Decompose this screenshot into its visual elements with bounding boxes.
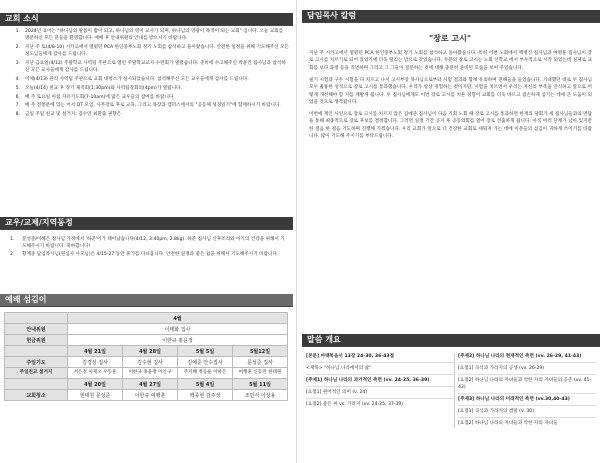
worship-servants-header: 예배 섬김이 <box>0 294 293 307</box>
sermon-outline-section <box>300 334 600 428</box>
outline-line: [주제1] 하나님 나라의 과거적인 측면 (vv. 24-25, 36-39) <box>306 378 430 383</box>
list-item: 2. 황재준 담임목사님(원심사 사모님)은 4/15-27 동안 휴가를 다녀옵니다. 안전한 일정과 좋은 쉼을 위해서 기도해주시기 바랍니다. <box>10 252 279 258</box>
table-row <box>5 324 288 335</box>
offering-value: 이한규 홍윤정 <box>68 335 288 346</box>
table-row <box>5 357 288 368</box>
column-paragraph: 이번에 계인 사연으로 장로 고시를 치르지 않은 김예준 집사님이 다음 기회 노회 때 장로 고시를 통과하면 한재의 당회가 세 집사님들과의 면담을 통해 최종적으로 장로 후보를 결정합니다. 그러면 일정 기간 공지 후 공동의회를 열어 장로 선출하게 됩니다. 아직 여러 단계가 남아 있지만 한 걸음 한 걸음 기도하며 진행해 가겠습니다. 우리 교회가 앞으로 더 건강한 교회로 세워져 가는 데에 이분들의 섬김이 귀하게 쓰이기를 바랍니다. 많이 기도해 주시기를 부탁드립니다. <box>309 112 592 140</box>
outline-line: [요점1] 곡식과 가라지의 결말 (v. 30) <box>458 409 534 414</box>
sermon-outline-left <box>306 353 454 428</box>
date-cell: 5월 5일 <box>178 346 233 357</box>
cleaning-label: 교회청소 <box>5 390 68 401</box>
outline-line: [본문] 마태복음서 13장 24-30, 36-43절 <box>306 354 395 359</box>
list-item: 6. 매 주 토요일 아침 자유기도회(7-10am)에 많은 교우들의 참여를 바랍니다. <box>15 94 175 100</box>
table-cell: 서은정 이제오 우동훈 <box>68 368 123 379</box>
sermon-outline-header: 말씀 개요 <box>302 334 600 347</box>
church-news-section <box>0 13 293 120</box>
list-item: 2. 지난 주 토(4/8-10) 시카고에서 열렸던 PCA 한인중부노회 정기 노회를 참석하고 돌아왔습니다. 안전한 일정을 위해 기도해주신 모든 성도님들에게 감사를 드립니다. <box>15 45 289 58</box>
offering-label: 헌금위원 <box>5 335 68 346</box>
list-item: 1. 문성준/이혜은 집사님 가정에서 '하준'이가 태어났습니다(4/12, 3:40pm, 2.8kg). 하준 집사님 산후조리와 아기의 건강을 위해서 기도해주시기 바랍니다. 축하합니다! <box>10 237 285 250</box>
prayer-label: 주일기도 <box>5 357 68 368</box>
outline-line: [주제2] 하나님 나라의 현재적인 측면 (vv. 26-29, 41-43) <box>458 354 582 359</box>
table-cell: 백종현 김주성 <box>178 390 233 401</box>
list-item: 8. 금일 주일 친교 및 설거지: 김수연 최환출 권향은 <box>15 112 122 118</box>
outline-line: [요점2] 좋은 씨 vs. 가라지 (vv. 24-25, 37-39) <box>306 402 404 407</box>
member-news-section <box>0 217 293 260</box>
usher-label: 안내위원 <box>5 324 68 335</box>
column-divider <box>296 0 297 463</box>
table-cell: 주지혜 정동운 이하은 <box>178 368 233 379</box>
column-title: "장로 고시" <box>428 34 472 43</box>
table-cell: 여행훈 신동민 한태원 <box>233 368 288 379</box>
outline-line: [요점2] 하나님 나라의 자녀들과 악한 자의 자녀들의 공존 (vv. 41-43) <box>458 378 592 390</box>
date-cell: 4월 21일 <box>68 346 123 357</box>
left-column <box>0 0 293 463</box>
table-row <box>5 346 288 357</box>
table-cell: 이한규 여행훈 <box>123 390 178 401</box>
date-cell: 4월 27일 <box>123 379 178 390</box>
list-item: 1. 2024년 표어는 "하나님의 말씀이 밥이 되고, 하나님의 영이 교사가 되며, 하나님의 영광이 목적이 되는 교회" 입니다. 오늘 교회를 방문하신 모든 분들을 환영합니다. 예배 후 안내위원의 안내를 받으시기 바랍니다. <box>15 29 284 42</box>
outline-line: [요점1] 원어적인 의미 (v. 24) <box>306 390 368 395</box>
outline-line: <제목> "하나님 나라에서의 삶" <box>306 366 372 371</box>
list-item: 7. 매 주 전통문에 있는 어서 QT 모임, 사무장로 후로 교육, 그리고 목장과 캠퍼스에서의 "공동체 성경읽기"에 함께하시기 바랍니다. <box>15 103 281 109</box>
sermon-outline-right <box>454 353 596 428</box>
table-row <box>5 335 288 346</box>
list-item: 5. 오늘(4/14) 친교 후 정기 제직회(1:30pm)와 사역팀장회의(4pm)가 열립니다. <box>15 85 182 91</box>
list-item: 4. 어제(4/13) 관리 사역팀 주관으로 교회 대청소가 실시되었습니다. 참석해주신 모든 교우들에게 감사를 드립니다. <box>15 77 249 82</box>
table-cell: 이한규 홍윤정 이안구 <box>123 368 178 379</box>
table-cell: 김예준 안수집사 <box>178 357 233 368</box>
date-cell: 5월 4일 <box>178 379 233 390</box>
servants-table <box>4 312 288 401</box>
sermon-outline-body <box>300 347 600 428</box>
right-column <box>300 0 600 463</box>
outline-line: [요점2] 하나님 나라의 자녀들과 악한 자의 자녀들 <box>458 421 558 426</box>
church-news-list <box>0 28 293 118</box>
church-news-header: 교회 소식 <box>0 13 293 26</box>
date-cell: 5월 11일 <box>233 379 288 390</box>
date-cell: 4월 28일 <box>123 346 178 357</box>
month-cell: 4월 <box>68 313 288 324</box>
table-row <box>5 313 288 324</box>
fellowship-label: 주일친교 설거지 <box>5 368 68 379</box>
usher-value: 이태화 집사 <box>68 324 288 335</box>
pastor-column-section <box>300 10 600 145</box>
column-paragraph: 필기 시험과 구두 시험을 다 치르고 나서 고시부장 목사님으로부터 시험 결과와 함께 유의하며 전해들을 들었습니다. 기대했던 대로 두 집사님 모두 훌륭한 성적으로 장로 고시를 통과했습니다. 우리가 항상 경험하는 것이지만, 시험을 치르면서 우리는 자신의 부족을 인식하고 앞으로 어떻게 개선해야 할 지를 계발게 됩니다. 두 집사님에게도 이번 장로 고시를 치른 경험이 교회를 더욱 바르고 겸손하게 섬기는 데에 큰 도움이 되었을 것으로 생각됩니다. <box>309 77 592 106</box>
table-row <box>5 379 288 390</box>
table-cell: 문성준 집사 <box>233 357 288 368</box>
worship-servants-section <box>0 294 293 401</box>
column-paragraph: 지난 주 시카고에서 열렸던 PCA 한인중부노회 정기 노회를 참석하고 돌아왔습니다. 특히 이번 노회에서 백병진 집사님과 여병훈 집사님이 장로 고시를 치르기로 되어 있었기에 더욱 떨리는 맘으로 갔었습니다. 두분의 장로 고시는 노회 신학교 에서 부두적으로 시작 되었는데 실제로 교회를 보다 과정 등을 직면하며 그리고 그 그들이 질문하는 것에 대해 충분히 준비된 모습을 보여 주었습니다. <box>309 51 592 71</box>
table-row <box>5 390 288 401</box>
table-cell: 현태원 문성준 <box>68 390 123 401</box>
table-cell: 조민식 이상용 <box>233 390 288 401</box>
table-row <box>5 368 288 379</box>
list-item: 3. 지난 금요일(4/12) 주말학교 사역팀 주관으로 열린 주말학교교사 수련회가 열렸습니다. 준비에 수고해주신 박윤진 집사님과 참석하신 모든 교사들에게 감사를 드립니다. <box>15 61 286 74</box>
outline-line: [요점1] 곡식과 가라지의 공생 (vv. 26-29) <box>458 366 545 371</box>
table-cell: 김경선 집사 <box>68 357 123 368</box>
pastor-column-header: 담임목사 칼럼 <box>302 10 600 23</box>
member-news-header: 교우/교제/지역동정 <box>0 217 293 230</box>
date-cell: 4월 20일 <box>68 379 123 390</box>
table-cell: 김수현 집사 <box>123 357 178 368</box>
member-news-list <box>0 230 293 259</box>
outline-line: [주제3] 하나님 나라의 미래적인 측면 (vv.30,40-43) <box>458 397 570 402</box>
date-cell: 5월12일 <box>233 346 288 357</box>
